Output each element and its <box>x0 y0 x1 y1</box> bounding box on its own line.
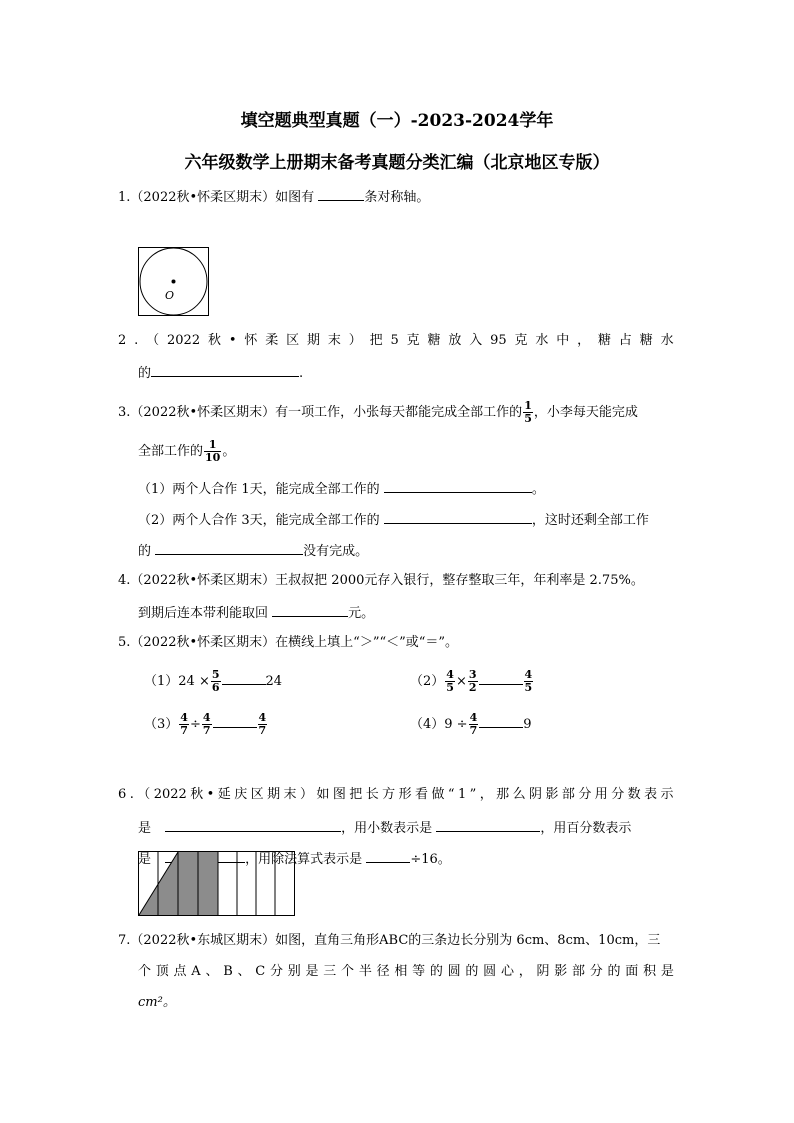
q4-line2-suffix: 元。 <box>348 606 375 621</box>
q6-line1-char-24: 那 <box>496 787 510 802</box>
q2-line1-char-11: ） <box>348 333 362 348</box>
q3-sub1-answer-blank[interactable] <box>384 479 532 493</box>
q7-line2-char-11: 三 <box>323 964 337 979</box>
q2-line1-char-7: 柔 <box>265 333 279 348</box>
q5-p2-c-denominator: 5 <box>524 681 533 694</box>
q7-line2-char-1: 顶 <box>155 964 169 979</box>
q2-line1-char-22: ， <box>577 333 591 348</box>
q3-frac2-denominator: 10 <box>205 451 221 464</box>
q5-p3-fraction-c <box>258 712 268 737</box>
q3-sub1-text: （1）两个人合作 1天，能完成全部工作的 <box>138 482 380 497</box>
q2-line1-char-8: 区 <box>286 333 300 348</box>
q6-line1-char-26: 阴 <box>529 787 543 802</box>
q5-p3-operator: ÷ <box>189 717 201 732</box>
q5-p4-label: （4）9 ÷ <box>410 717 468 732</box>
q6-line1-char-23: ， <box>479 787 493 802</box>
q7-line2-char-19: 的 <box>465 964 479 979</box>
question-6-line-1 <box>118 786 674 804</box>
q1-number: 1. <box>118 190 131 205</box>
q7-line2-char-14: 径 <box>376 964 390 979</box>
q5-p3-answer-blank[interactable] <box>213 714 257 728</box>
q3-sub1-end: 。 <box>531 482 545 497</box>
q5-p2-answer-blank[interactable] <box>479 671 523 685</box>
question-7-line-1: 7.（2022秋•东城区期末）如图，直角三角形ABC的三条边长分别为 6cm、8cm、10cm，三 <box>118 933 661 948</box>
q7-line2-char-7: C <box>255 964 266 979</box>
q6-line3-a: 是 <box>138 852 152 867</box>
q1-figure-square-circle <box>138 247 210 317</box>
q6-line1-char-33: 表 <box>644 787 658 802</box>
q1-text-before: 如图有 <box>275 190 315 205</box>
q3-text-a: 有一项工作，小张每天都能完成全部工作的 <box>275 405 523 420</box>
q7-line2-char-3: A <box>191 964 201 979</box>
q7-line2-char-23: 阴 <box>536 964 550 979</box>
q6-line1-char-21: 1 <box>457 787 467 802</box>
q6-line1-char-9: 期 <box>267 787 281 802</box>
q5-source: （2022秋•怀柔区期末） <box>130 635 276 650</box>
q6-rectangle-figure <box>138 851 296 917</box>
q6-line1-char-12: 如 <box>316 787 330 802</box>
q2-line1-char-17: 入 <box>469 333 483 348</box>
q7-line2-char-30: 是 <box>660 964 674 979</box>
q4-text: 王叔叔把 2000元存入银行，整存整取三年，年利率是 2.75%。 <box>275 573 644 588</box>
q3-sub2-line2-suffix: 没有完成。 <box>303 544 369 559</box>
q5-p3-c-denominator: 7 <box>258 724 267 737</box>
q7-line2-char-8: 分 <box>269 964 283 979</box>
q5-p2-label: （2） <box>410 674 445 689</box>
q5-p1-right: 24 <box>265 674 283 689</box>
q5-p1-fraction <box>211 669 221 694</box>
q7-line2-char-18: 圆 <box>447 964 461 979</box>
q5-part-4 <box>410 711 532 739</box>
question-3-sub-2 <box>138 510 649 530</box>
q2-line1-char-2: （ <box>146 333 160 348</box>
q5-p2-fraction-c <box>524 669 534 694</box>
q2-line1-char-15: 糖 <box>427 333 441 348</box>
question-2-line-1 <box>118 332 674 350</box>
q6-line1-char-18: 看 <box>415 787 429 802</box>
q2-line1-char-24: 占 <box>618 333 632 348</box>
q2-line1-char-6: 怀 <box>244 333 258 348</box>
q4-line2-prefix: 到期后连本带利能取回 <box>138 606 269 621</box>
question-1 <box>118 187 429 207</box>
q5-p4-numerator: 4 <box>469 711 478 724</box>
q7-line2-char-16: 等 <box>412 964 426 979</box>
q2-line1-char-19: 克 <box>514 333 528 348</box>
q6-line1-char-29: 分 <box>578 787 592 802</box>
q6-line1-char-31: 分 <box>611 787 625 802</box>
q6-line2-c: ，用百分数表示 <box>540 821 632 836</box>
q6-line3-b: ，用除法算式表示是 <box>245 852 363 867</box>
q5-p3-label: （3） <box>144 717 179 732</box>
question-3-sub-2-line-2 <box>138 541 368 561</box>
q5-p4-fraction <box>469 712 479 737</box>
question-6-line-2 <box>138 818 631 838</box>
title-line-2: 六年级数学上册期末备考真题分类汇编（北京地区专版） <box>184 153 610 173</box>
q3-text-b: ，小李每天能完成 <box>533 405 638 420</box>
q3-sub2-answer-blank-2[interactable] <box>155 541 303 555</box>
q6-line1-char-34: 示 <box>660 787 674 802</box>
q5-p3-a-numerator: 4 <box>180 711 188 724</box>
q2-line1-char-13: 5 <box>390 333 399 348</box>
q5-part-3 <box>144 711 268 739</box>
q7-line2-char-13: 半 <box>358 964 372 979</box>
q7-line2-char-24: 影 <box>554 964 568 979</box>
q7-line2-char-27: 的 <box>607 964 621 979</box>
q5-p3-a-denominator: 7 <box>180 724 188 737</box>
q5-p4-answer-blank[interactable] <box>479 714 523 728</box>
q2-line1-char-26: 水 <box>660 333 674 348</box>
q2-line1-char-20: 水 <box>535 333 549 348</box>
q2-line1-char-10: 末 <box>327 333 341 348</box>
question-4-line-1 <box>118 572 644 590</box>
q3-fraction-2 <box>204 439 221 464</box>
q4-source: （2022秋•怀柔区期末） <box>130 573 276 588</box>
q6-division-answer-blank[interactable] <box>366 849 410 863</box>
q6-line1-char-16: 方 <box>382 787 396 802</box>
q2-line1-char-4: 秋 <box>207 333 221 348</box>
question-2-line-2 <box>138 363 303 383</box>
q3-frac1-numerator: 1 <box>524 399 532 412</box>
q2-line2-suffix: . <box>299 366 304 381</box>
q6-line1-char-17: 形 <box>398 787 412 802</box>
q7-line2-char-20: 圆 <box>483 964 497 979</box>
q3-text-d: 。 <box>222 444 236 459</box>
q7-line2-char-0: 个 <box>138 964 152 979</box>
q5-p3-b-denominator: 7 <box>202 724 211 737</box>
question-3-line-2 <box>138 439 235 464</box>
q6-decimal-answer-blank[interactable] <box>436 818 540 832</box>
q5-p1-denominator: 6 <box>211 681 220 694</box>
q5-part-2 <box>410 668 534 696</box>
q7-line2-char-15: 相 <box>394 964 408 979</box>
question-4-line-2 <box>138 603 374 623</box>
q5-p2-fraction-b <box>468 669 478 694</box>
q5-p3-c-numerator: 4 <box>258 711 267 724</box>
q4-answer-blank[interactable] <box>272 603 348 617</box>
q3-sub2-end: ，这时还剩全部工作 <box>531 513 649 528</box>
q5-text: 在横线上填上“＞”“＜”或“＝”。 <box>275 635 459 650</box>
q7-line2-char-22: ， <box>518 964 532 979</box>
q7-line2-char-21: 心 <box>500 964 514 979</box>
q5-p2-c-numerator: 4 <box>524 668 533 681</box>
q2-answer-blank[interactable] <box>151 363 299 377</box>
q5-part-1 <box>144 668 282 696</box>
q5-p1-label: （1）24 × <box>144 674 210 689</box>
q5-p3-b-numerator: 4 <box>202 711 211 724</box>
q6-line1-char-5: • <box>206 787 215 802</box>
q3-frac1-denominator: 5 <box>524 412 532 425</box>
q4-number: 4. <box>118 573 131 588</box>
q3-sub2-text: （2）两个人合作 3天，能完成全部工作的 <box>138 513 380 528</box>
q3-text-c: 全部工作的 <box>138 444 204 459</box>
q5-p2-b-denominator: 2 <box>468 681 477 694</box>
q2-line1-char-16: 放 <box>448 333 462 348</box>
q2-line1-char-0: 2 <box>118 333 127 348</box>
q6-line1-char-11: ） <box>299 787 313 802</box>
q5-p3-fraction-a <box>179 712 189 737</box>
q2-line1-char-18: 95 <box>490 333 507 348</box>
q7-line2-char-28: 面 <box>625 964 639 979</box>
q6-line1-char-20: “ <box>447 787 455 802</box>
q2-line1-char-14: 克 <box>406 333 420 348</box>
q2-line1-char-5: • <box>228 333 237 348</box>
q3-number: 3. <box>118 405 131 420</box>
question-3-sub-1 <box>138 479 545 499</box>
q7-line2-char-2: 点 <box>173 964 187 979</box>
q2-line1-char-23: 糖 <box>598 333 612 348</box>
question-7-line-2 <box>138 963 674 981</box>
q6-line1-char-19: 做 <box>431 787 445 802</box>
q3-frac2-numerator: 1 <box>204 439 221 452</box>
q1-center-point <box>172 280 176 284</box>
q1-center-label: O <box>165 289 175 302</box>
q6-line1-char-4: 秋 <box>190 787 204 802</box>
q6-line1-char-10: 末 <box>283 787 297 802</box>
q5-p2-fraction-a <box>445 669 455 694</box>
q7-line2-char-29: 积 <box>643 964 657 979</box>
q5-p4-right: 9 <box>523 717 532 732</box>
q5-number: 5. <box>118 635 131 650</box>
q6-line2-b: ，用小数表示是 <box>341 821 433 836</box>
q7-line2-char-10: 是 <box>305 964 319 979</box>
q7-line2-char-25: 部 <box>572 964 586 979</box>
q5-p4-denominator: 7 <box>469 724 478 737</box>
q2-line1-char-9: 期 <box>307 333 321 348</box>
q6-line1-char-0: 6 <box>118 787 127 802</box>
q7-line2-char-26: 分 <box>589 964 603 979</box>
q6-line1-char-13: 图 <box>332 787 346 802</box>
q5-p1-numerator: 5 <box>211 668 220 681</box>
q6-line1-char-25: 么 <box>512 787 526 802</box>
q3-sub2-answer-blank-1[interactable] <box>384 510 532 524</box>
q2-line1-char-12: 把 <box>369 333 383 348</box>
q5-p3-fraction-b <box>202 712 212 737</box>
q2-line1-char-1: . <box>134 333 139 348</box>
q1-answer-blank[interactable] <box>318 187 364 201</box>
q5-p2-a-denominator: 5 <box>446 681 454 694</box>
q3-source: （2022秋•怀柔区期末） <box>130 405 276 420</box>
q6-line1-char-1: . <box>129 787 134 802</box>
q2-line1-char-21: 中 <box>556 333 570 348</box>
q7-line2-char-6: 、 <box>237 964 251 979</box>
q5-p2-a-numerator: 4 <box>446 668 454 681</box>
q6-line1-char-8: 区 <box>250 787 264 802</box>
q2-line2-prefix: 的 <box>138 366 152 381</box>
q5-p1-answer-blank[interactable] <box>222 671 266 685</box>
q6-line1-char-6: 延 <box>217 787 231 802</box>
q5-p2-b-numerator: 3 <box>468 668 477 681</box>
title-line-1: 填空题典型真题（一）-2023-2024学年 <box>240 111 554 131</box>
q6-line3-c: ÷16。 <box>410 852 451 867</box>
q6-line1-char-14: 把 <box>349 787 363 802</box>
q2-line1-char-3: 2022 <box>167 333 201 348</box>
question-3-line-1 <box>118 400 638 425</box>
q1-text-after: 条对称轴。 <box>364 190 430 205</box>
question-7-line-3: cm²。 <box>138 995 176 1010</box>
q7-line2-char-12: 个 <box>341 964 355 979</box>
q6-line1-char-27: 影 <box>545 787 559 802</box>
q6-line1-char-3: 2022 <box>153 787 187 802</box>
q6-line1-char-30: 用 <box>594 787 608 802</box>
q3-fraction-1 <box>523 400 533 425</box>
question-5-line-1 <box>118 634 458 652</box>
q6-line1-char-28: 部 <box>561 787 575 802</box>
q6-line1-char-22: ” <box>469 787 477 802</box>
q2-line1-char-25: 糖 <box>639 333 653 348</box>
q1-source: （2022秋•怀柔区期末） <box>130 190 276 205</box>
q5-p2-operator: × <box>455 674 467 689</box>
q7-line2-char-17: 的 <box>429 964 443 979</box>
q6-line1-char-15: 长 <box>365 787 379 802</box>
q6-line1-char-32: 数 <box>627 787 641 802</box>
q6-line1-char-2: （ <box>137 787 151 802</box>
q3-sub2-line2-prefix: 的 <box>138 544 152 559</box>
q6-line1-char-7: 庆 <box>234 787 248 802</box>
q6-fraction-answer-blank[interactable] <box>165 818 341 832</box>
q7-line2-char-9: 别 <box>287 964 301 979</box>
q7-line2-char-5: B <box>223 964 233 979</box>
q6-line2-a: 是 <box>138 821 152 836</box>
q7-line2-char-4: 、 <box>205 964 219 979</box>
